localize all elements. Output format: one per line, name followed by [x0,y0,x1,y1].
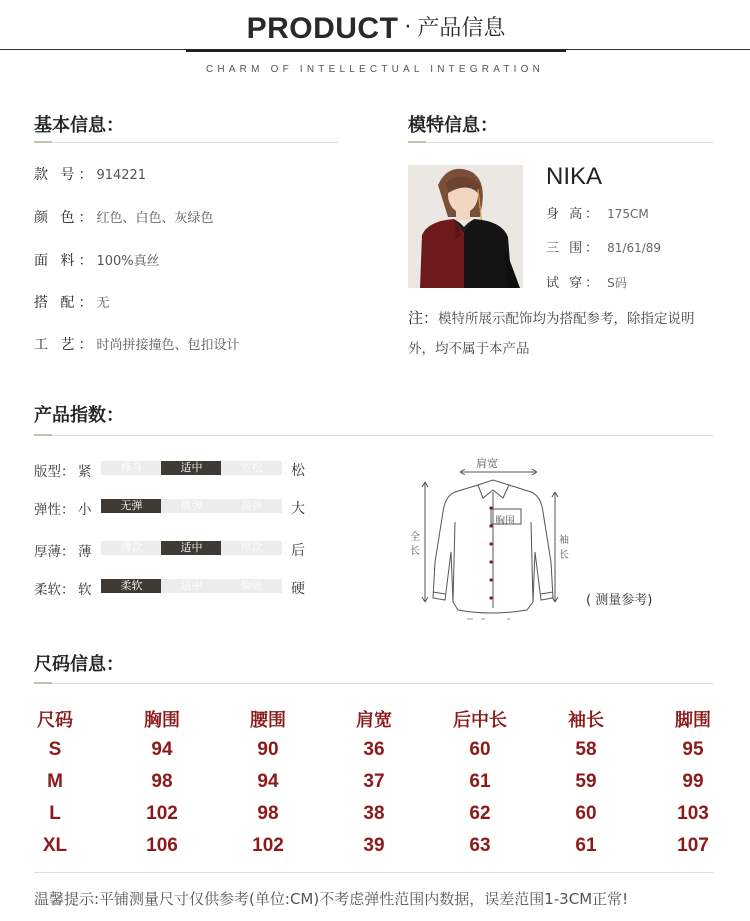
table-cell: 99 [682,771,704,792]
info-row-fabric: 面 料：100%真丝 [34,253,160,269]
diagram-label-sleeve-2: 长 [559,550,569,561]
page-title [186,12,566,46]
size-table-bottom-rule [34,872,713,873]
info-row-style-no: 款 号：914221 [34,167,147,183]
table-cell: 61 [575,835,597,856]
index-seg-thickness-2: 厚款 [221,541,282,555]
size-header-chest: 胸围 [144,710,180,731]
model-info-accent [408,141,426,143]
diagram-label-chest: 胸围 [495,516,515,527]
index-seg-elastic-0: 无弹 [101,499,162,513]
product-index-accent [34,434,52,436]
table-cell: 37 [363,771,385,792]
table-cell: 90 [257,739,279,760]
size-header-hem: 脚围 [675,710,711,731]
table-cell: 95 [682,739,704,760]
table-cell: 60 [469,739,491,760]
index-label-fit: 版型： [34,464,75,480]
size-header-back-length: 后中长 [453,710,507,731]
table-cell: 39 [363,835,385,856]
size-footnote: 温馨提示:平铺测量尺寸仅供参考(单位:CM)不考虑弹性范围内数据，误差范围1-3CM正常! [34,890,629,908]
diagram-label-sleeve-1: 袖 [559,535,569,546]
table-cell: 107 [677,835,709,856]
table-cell: 38 [363,803,385,824]
index-seg-thickness-1: 适中 [161,541,222,555]
diagram-caption: ( 测量参考) [586,593,653,608]
info-row-match: 搭 配：无 [34,295,110,311]
table-cell: 63 [469,835,491,856]
info-row-color: 颜 色：红色、白色、灰绿色 [34,210,214,226]
table-cell: L [49,803,61,824]
size-header-sleeve: 袖长 [568,710,604,731]
index-right-elastic: 大 [291,501,305,517]
model-row-height: 身 高： 175CM [546,207,649,222]
index-right-thickness: 后 [291,543,305,559]
model-info-rule [408,142,713,143]
basic-info-title: 基本信息： [34,115,124,136]
info-row-craft: 工 艺：时尚拼接撞色、包扣设计 [34,337,240,353]
table-cell: 61 [469,771,491,792]
table-cell: 59 [575,771,597,792]
model-row-measurements: 三 围： 81/61/89 [546,241,662,256]
model-note: 注：模特所展示配饰均为搭配参考，除指定说明外，均不属于本产品 [408,309,695,357]
table-cell: 102 [146,803,178,824]
index-label-softness: 柔软： [34,582,75,598]
model-name: NIKA [546,163,603,190]
table-cell: 103 [677,803,709,824]
index-left-softness: 软 [78,582,92,598]
diagram-label-length-2: 长 [410,546,420,557]
basic-info-accent [34,141,52,143]
table-cell: S [48,739,62,760]
product-index-title: 产品指数： [34,405,124,426]
model-photo [408,165,523,288]
page-title-en: PRODUCT [246,12,399,45]
model-row-size: 试 穿： S码 [546,276,627,291]
index-seg-fit-1: 适中 [161,461,222,475]
index-right-fit: 松 [291,463,305,479]
size-info-accent [34,682,52,684]
index-seg-softness-2: 偏硬 [221,579,282,593]
index-seg-fit-0: 修身 [101,461,162,475]
table-cell: 98 [151,771,173,792]
index-seg-thickness-0: 薄款 [101,541,162,555]
table-cell: M [47,771,63,792]
table-cell: 58 [575,739,597,760]
table-cell: 98 [257,803,279,824]
size-header-waist: 腰围 [250,710,286,731]
index-left-thickness: 薄 [78,544,92,560]
table-cell: 62 [469,803,491,824]
table-cell: XL [42,835,68,856]
size-info-rule [34,683,713,684]
size-info-title: 尺码信息： [34,654,124,675]
basic-info-rule [34,142,339,143]
page-title-cn: 产品信息 [417,16,506,41]
index-right-softness: 硬 [291,581,305,597]
product-index-rule [34,435,713,436]
index-seg-elastic-2: 高弹 [221,499,282,513]
index-left-elastic: 小 [78,502,92,518]
table-cell: 94 [257,771,279,792]
index-label-thickness: 厚薄： [34,544,75,560]
index-left-fit: 紧 [78,464,92,480]
table-cell: 36 [363,739,385,760]
index-seg-elastic-1: 微弹 [161,499,222,513]
page-title-dot: · [404,15,412,40]
page-subtitle: CHARM OF INTELLECTUAL INTEGRATION [205,64,545,75]
table-cell: 60 [575,803,597,824]
index-seg-softness-0: 柔软 [101,579,162,593]
size-header-shoulder: 肩宽 [356,710,392,731]
diagram-label-length-1: 全 [410,532,420,543]
table-cell: 106 [146,835,178,856]
index-seg-softness-1: 适中 [161,579,222,593]
header-underline [186,49,566,52]
index-seg-fit-2: 宽松 [221,461,282,475]
diagram-label-shoulder: 肩宽 [476,457,498,470]
table-cell: 102 [252,835,284,856]
model-info-title: 模特信息： [408,115,498,136]
index-label-elastic: 弹性： [34,502,75,518]
measurement-diagram [405,452,575,630]
table-cell: 94 [151,739,173,760]
size-header-size: 尺码 [37,710,73,731]
